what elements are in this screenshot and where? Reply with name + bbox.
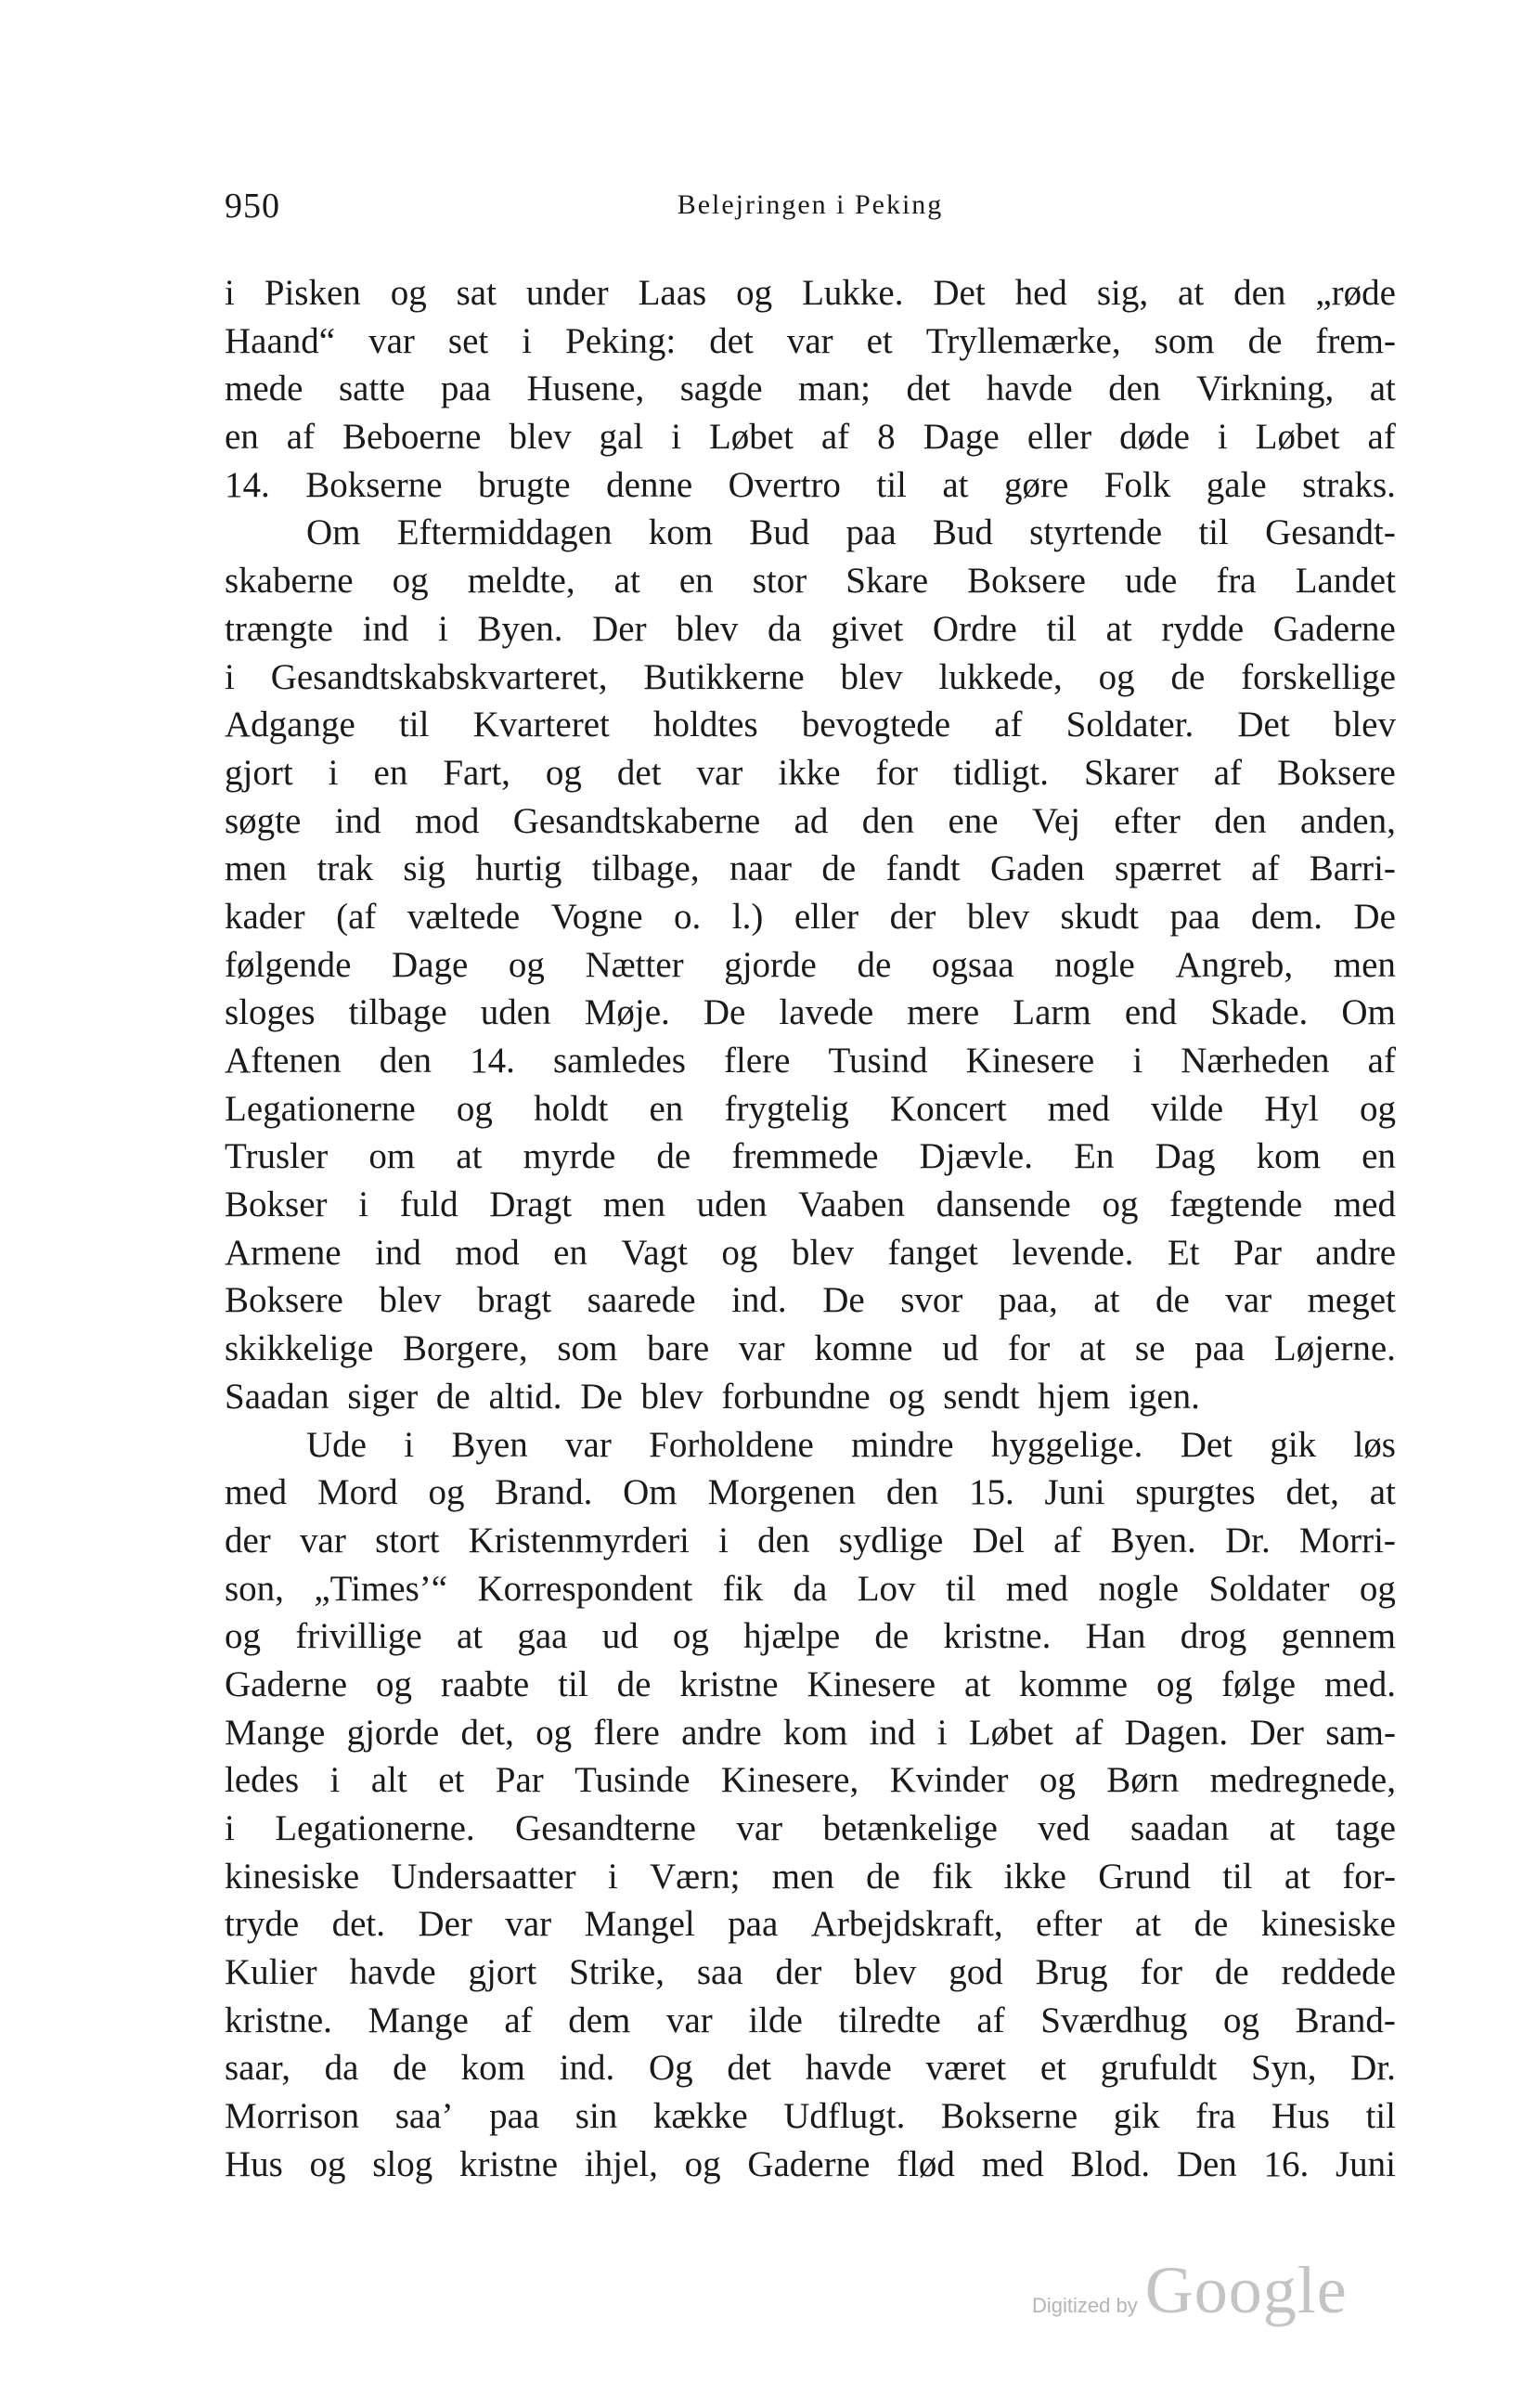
- page-header: [225, 186, 1396, 241]
- google-logo: Google: [1144, 2253, 1348, 2327]
- text-line: sloges tilbage uden Møje. De lavede mere Larm end Skade. Om: [225, 992, 1396, 1033]
- running-title: Belejringen i Peking: [677, 189, 944, 220]
- text-line: i Legationerne. Gesandterne var betænkelige ved saadan at tage: [225, 1808, 1396, 1848]
- text-line: der var stort Kristenmyrderi i den sydlige Del af Byen. Dr. Morri-: [225, 1520, 1396, 1560]
- text-line: Legationerne og holdt en frygtelig Koncert med vilde Hyl og: [225, 1088, 1396, 1129]
- text-line: kristne. Mange af dem var ilde tilredte af Sværdhug og Brand-: [225, 2000, 1396, 2040]
- text-line: son, „Times’“ Korrespondent fik da Lov til med nogle Soldater og: [225, 1568, 1396, 1609]
- text-line: i Pisken og sat under Laas og Lukke. Det hed sig, at den „røde: [225, 273, 1396, 313]
- text-line: Haand“ var set i Peking: det var et Tryllemærke, som de frem-: [225, 320, 1396, 361]
- text-line: tryde det. Der var Mangel paa Arbejdskraft, efter at de kinesiske: [225, 1904, 1396, 1945]
- text-line: gjort i en Fart, og det var ikke for tidligt. Skarer af Boksere: [225, 752, 1396, 793]
- text-line: Saadan siger de altid. De blev forbundne og sendt hjem igen.: [225, 1376, 1200, 1417]
- text-line: med Mord og Brand. Om Morgenen den 15. Juni spurgtes det, at: [225, 1472, 1396, 1513]
- body-text: [225, 269, 1396, 2189]
- text-line: Gaderne og raabte til de kristne Kinesere at komme og følge med.: [225, 1664, 1396, 1704]
- text-line: Mange gjorde det, og flere andre kom ind i Løbet af Dagen. Der sam-: [225, 1712, 1396, 1753]
- text-line: kinesiske Undersaatter i Værn; men de fik ikke Grund til at for-: [225, 1856, 1396, 1897]
- text-line: og frivillige at gaa ud og hjælpe de kristne. Han drog gennem: [225, 1616, 1396, 1657]
- text-line: følgende Dage og Nætter gjorde de ogsaa nogle Angreb, men: [225, 944, 1396, 985]
- page-number: 950: [225, 187, 280, 226]
- text-line: men trak sig hurtig tilbage, naar de fandt Gaden spærret af Barri-: [225, 848, 1396, 889]
- text-line: Kulier havde gjort Strike, saa der blev god Brug for de reddede: [225, 1952, 1396, 1993]
- text-line: ledes i alt et Par Tusinde Kinesere, Kvinder og Børn medregnede,: [225, 1760, 1396, 1801]
- text-line: Morrison saa’ paa sin kække Udflugt. Bokserne gik fra Hus til: [225, 2096, 1396, 2137]
- digitized-by-text: Digitized by: [1032, 2294, 1138, 2317]
- text-line: søgte ind mod Gesandtskaberne ad den ene Vej efter den anden,: [225, 800, 1396, 841]
- text-line: trængte ind i Byen. Der blev da givet Ordre til at rydde Gaderne: [225, 608, 1396, 649]
- text-line: Aftenen den 14. samledes flere Tusind Kinesere i Nærheden af: [225, 1041, 1396, 1081]
- text-line: Hus og slog kristne ihjel, og Gaderne flød med Blod. Den 16. Juni: [225, 2143, 1396, 2184]
- text-line: skikkelige Borgere, som bare var komne ud for at se paa Løjerne.: [225, 1328, 1396, 1369]
- text-line: 14. Bokserne brugte denne Overtro til at gøre Folk gale straks.: [225, 464, 1396, 505]
- text-line: Armene ind mod en Vagt og blev fanget levende. Et Par andre: [225, 1232, 1396, 1273]
- text-line: skaberne og meldte, at en stor Skare Boksere ude fra Landet: [225, 561, 1396, 602]
- text-line: Bokser i fuld Dragt men uden Vaaben dansende og fægtende med: [225, 1185, 1396, 1225]
- text-line: en af Beboerne blev gal i Løbet af 8 Dage eller døde i Løbet af: [225, 417, 1396, 458]
- text-line: mede satte paa Husene, sagde man; det havde den Virkning, at: [225, 369, 1396, 409]
- text-line: Ude i Byen var Forholdene mindre hyggelige. Det gik løs: [306, 1424, 1396, 1465]
- text-line: Trusler om at myrde de fremmede Djævle. En Dag kom en: [225, 1136, 1396, 1177]
- text-line: Boksere blev bragt saarede ind. De svor paa, at de var meget: [225, 1280, 1396, 1321]
- text-line: i Gesandtskabskvarteret, Butikkerne blev lukkede, og de forskellige: [225, 656, 1396, 697]
- text-line: kader (af væltede Vogne o. l.) eller der blev skudt paa dem. De: [225, 896, 1396, 937]
- digitized-watermark: [1032, 2252, 1348, 2329]
- text-line: Om Eftermiddagen kom Bud paa Bud styrtende til Gesandt-: [306, 512, 1396, 553]
- text-line: Adgange til Kvarteret holdtes bevogtede af Soldater. Det blev: [225, 705, 1396, 745]
- text-line: saar, da de kom ind. Og det havde været et grufuldt Syn, Dr.: [225, 2048, 1396, 2089]
